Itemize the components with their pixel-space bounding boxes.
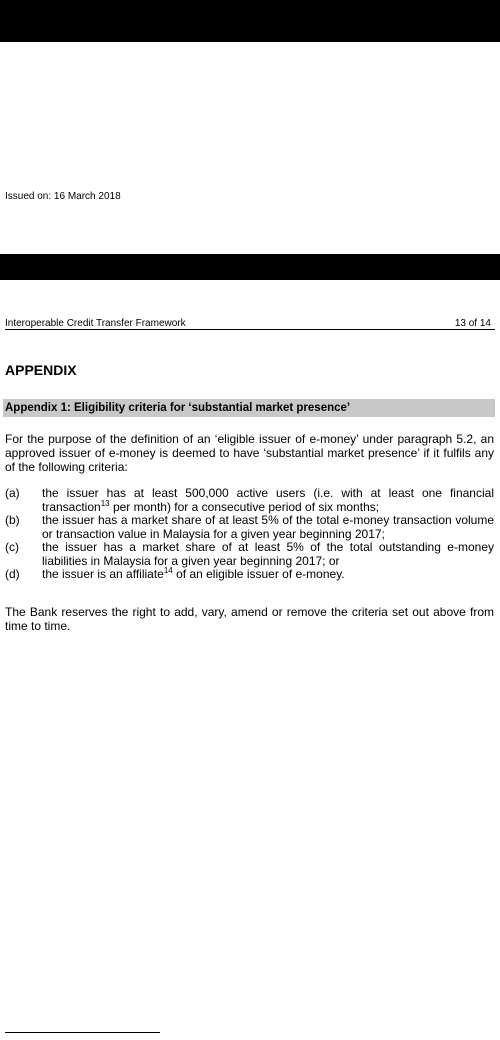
- criterion-text-cont: of an eligible issuer of e-money.: [172, 567, 345, 581]
- page-number: 13 of 14: [454, 318, 491, 329]
- criterion-marker: (b): [5, 513, 20, 527]
- criterion-text: the issuer has at least 500,000 active users (i.e. with at least one financial transaction: [42, 486, 494, 514]
- document-title: Interoperable Credit Transfer Framework: [5, 318, 186, 329]
- criterion-text-cont: per month) for a consecutive period of six months;: [109, 499, 380, 514]
- top-black-bar: [0, 0, 500, 42]
- criterion-marker: (d): [5, 567, 20, 581]
- footnote-separator: [5, 1032, 160, 1033]
- criterion-marker: (a): [5, 486, 20, 500]
- header-rule: [5, 329, 495, 330]
- footnote-ref: 13: [100, 498, 110, 508]
- criterion-text: the issuer has a market share of at least 5% of the total outstanding e-money liabilities in Malaysia for a given year beginning 2017; or: [42, 540, 494, 568]
- section-heading: Appendix 1: Eligibility criteria for ‘substantial market presence’: [3, 399, 495, 417]
- appendix-heading: APPENDIX: [5, 362, 77, 378]
- criterion-item: [5, 541, 494, 568]
- criterion-item: [5, 568, 494, 582]
- page-separator-bar: [0, 254, 500, 280]
- issued-date: Issued on: 16 March 2018: [5, 191, 121, 202]
- criterion-text: the issuer is an affiliate: [42, 567, 164, 581]
- criterion-marker: (c): [5, 540, 19, 554]
- criterion-item: [5, 514, 494, 541]
- footnote-ref: 14: [163, 566, 173, 575]
- criteria-list: [5, 487, 494, 582]
- closing-paragraph: The Bank reserves the right to add, vary, amend or remove the criteria set out above from time to time.: [5, 605, 494, 633]
- criterion-text: the issuer has a market share of at least 5% of the total e-money transaction volume or transaction value in Malaysia for a given year beginning 2017;: [42, 513, 494, 541]
- intro-paragraph: For the purpose of the definition of an ‘eligible issuer of e-money’ under paragraph 5.2, an approved issuer of e-money is deemed to have ‘substantial market presence’ if it fulfils any of the following criteria:: [5, 432, 494, 474]
- criterion-item: [5, 487, 494, 514]
